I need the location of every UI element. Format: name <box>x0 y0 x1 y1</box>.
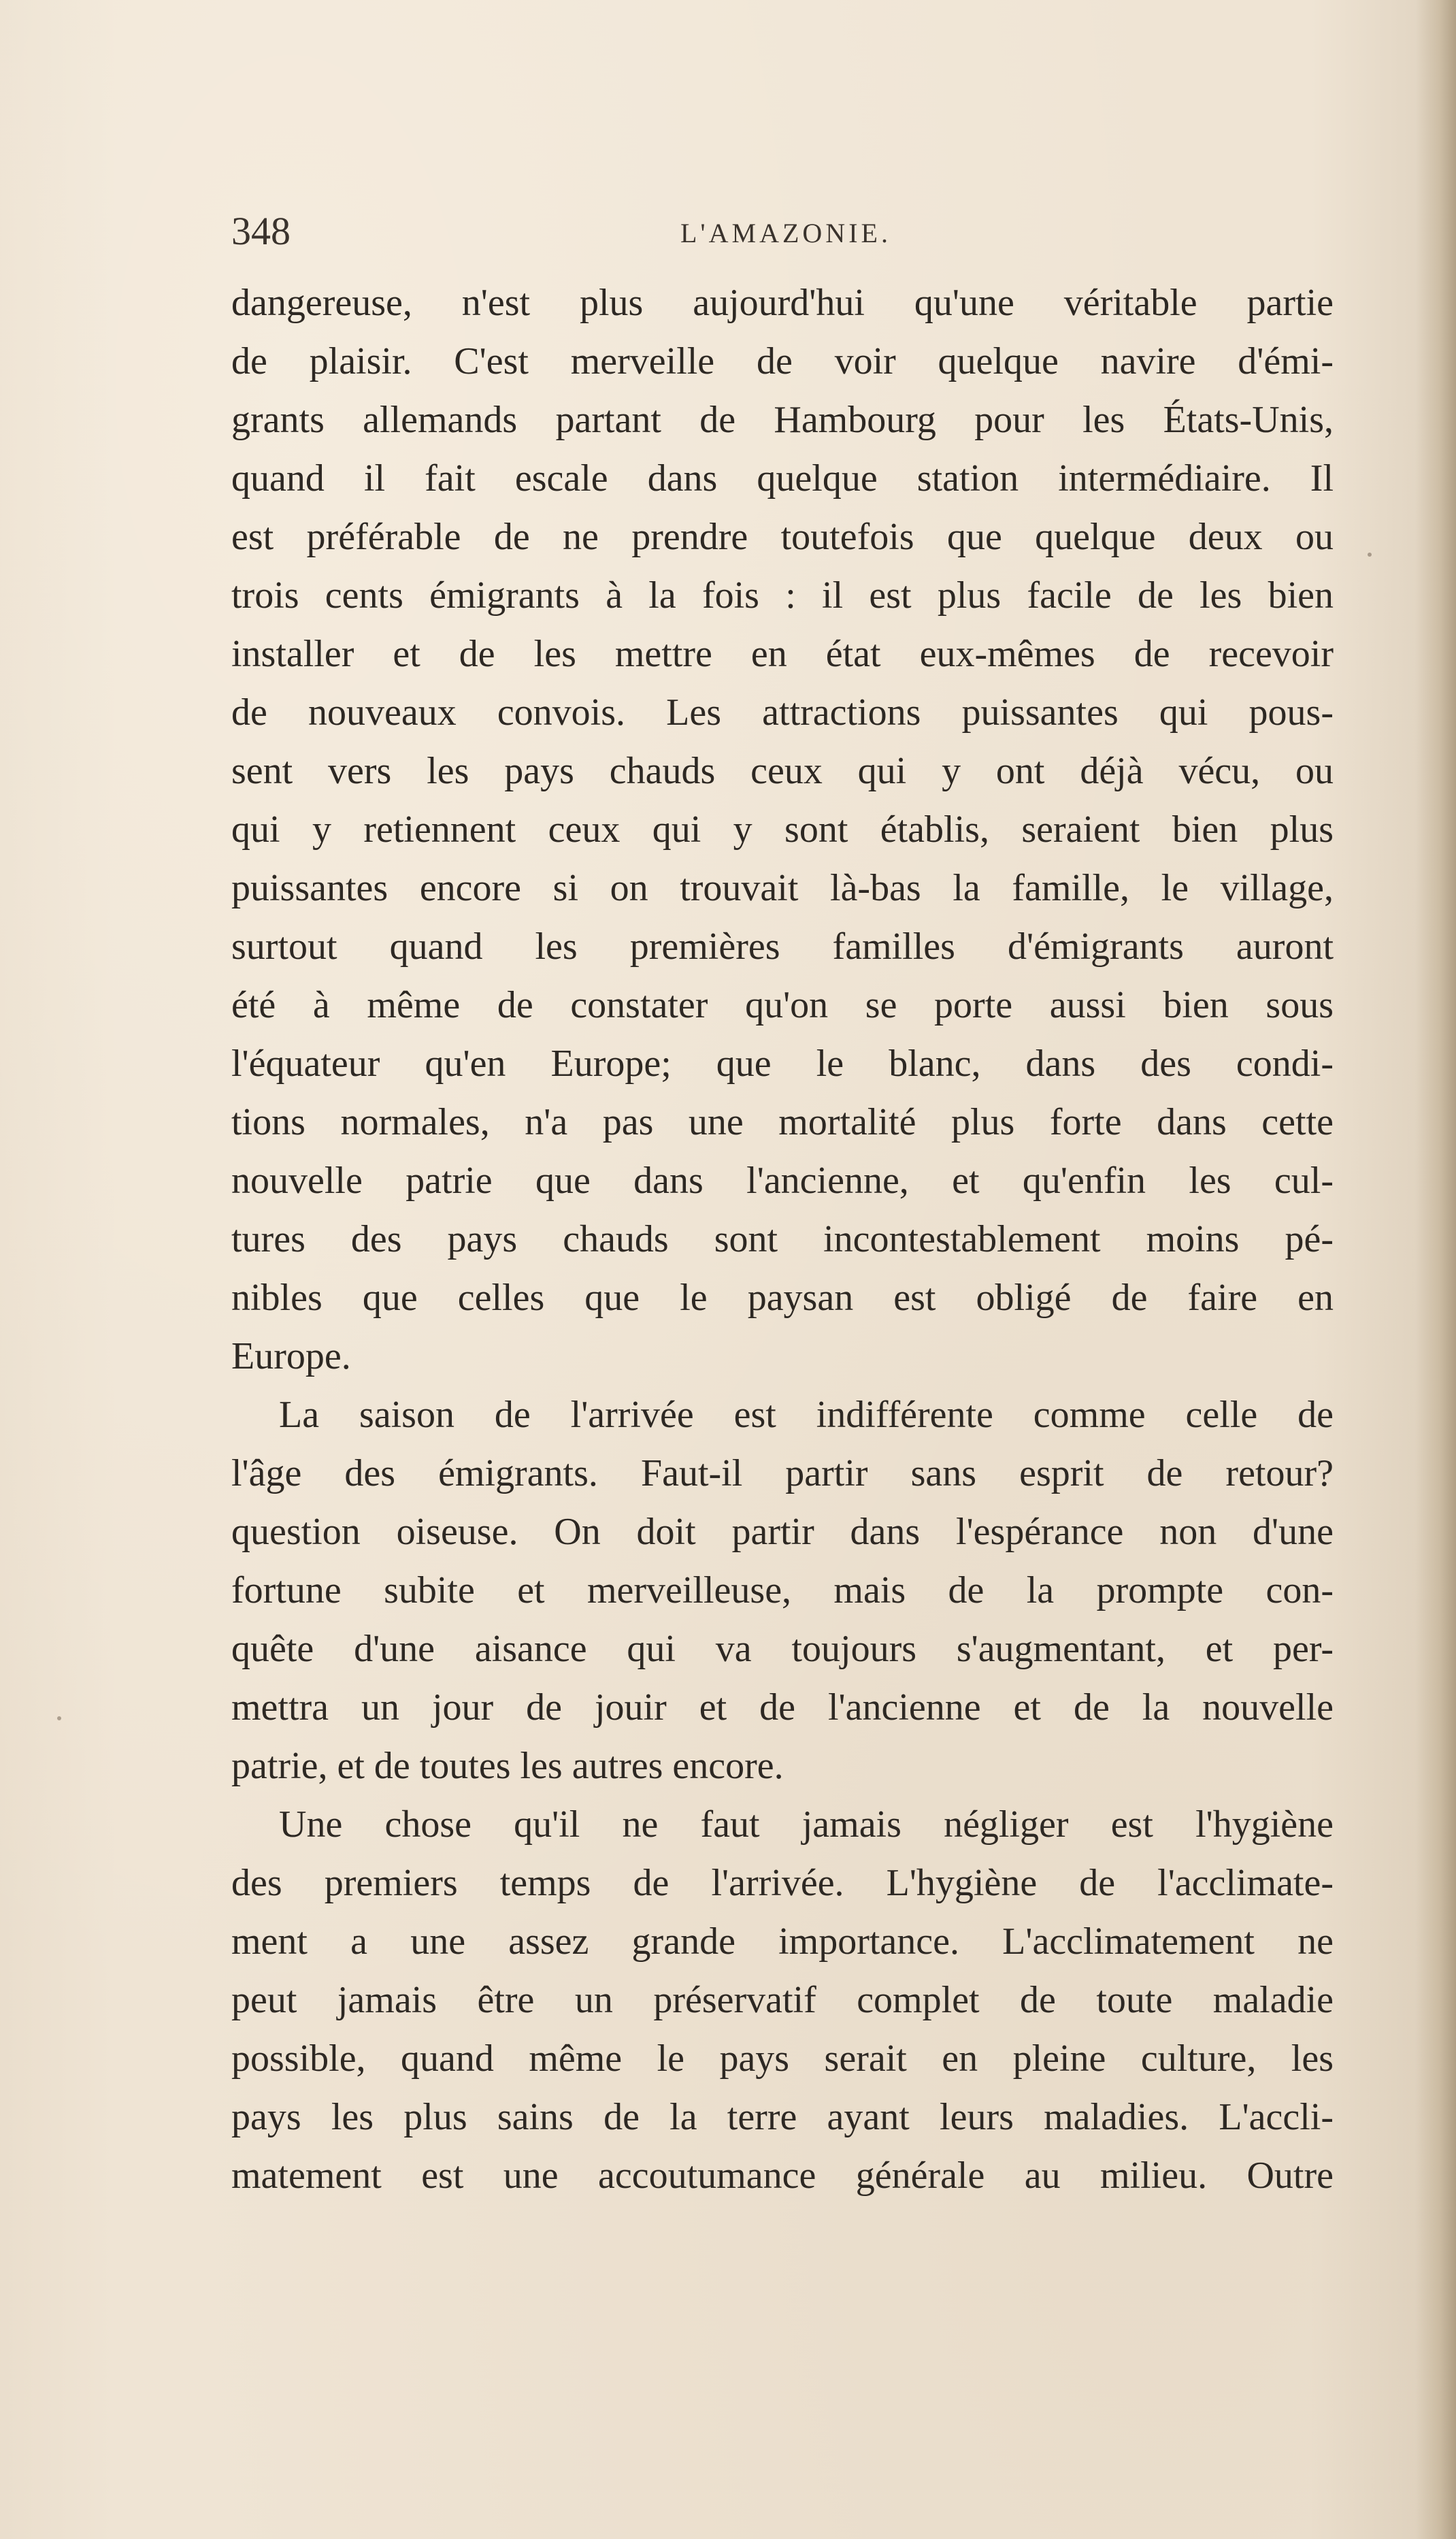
text-line: qui y retiennent ceux qui y sont établis, seraient bien plus <box>231 808 1334 851</box>
text-line: ment a une assez grande importance. L'acclimatement ne <box>231 1920 1334 1963</box>
text-line: nibles que celles que le paysan est obligé de faire en <box>231 1277 1334 1319</box>
text-line: Une chose qu'il ne faut jamais négliger est l'hygiène <box>279 1803 1334 1846</box>
text-line: sent vers les pays chauds ceux qui y ont déjà vécu, ou <box>231 750 1334 792</box>
text-line: trois cents émigrants à la fois : il est plus facile de les bien <box>231 574 1334 617</box>
text-line: dangereuse, n'est plus aujourd'hui qu'une véritable partie <box>231 282 1334 324</box>
text-line: installer et de les mettre en état eux-mêmes de recevoir <box>231 633 1334 675</box>
text-line: grants allemands partant de Hambourg pour les États-Unis, <box>231 399 1334 441</box>
paper-speck <box>57 1716 61 1720</box>
text-line: possible, quand même le pays serait en pleine culture, les <box>231 2037 1334 2080</box>
text-line: des premiers temps de l'arrivée. L'hygiène de l'acclimate- <box>231 1862 1334 1904</box>
text-line: mettra un jour de jouir et de l'ancienne et de la nouvelle <box>231 1686 1334 1729</box>
page-number: 348 <box>231 209 291 253</box>
text-line: pays les plus sains de la terre ayant leurs maladies. L'accli- <box>231 2096 1334 2138</box>
text-line: puissantes encore si on trouvait là-bas la famille, le village, <box>231 867 1334 909</box>
text-line: est préférable de ne prendre toutefois que quelque deux ou <box>231 516 1334 558</box>
body-text <box>231 274 1334 2205</box>
text-line: été à même de constater qu'on se porte aussi bien sous <box>231 984 1334 1026</box>
text-line: surtout quand les premières familles d'émigrants auront <box>231 925 1334 968</box>
text-line: matement est une accoutumance générale au milieu. Outre <box>231 2155 1334 2197</box>
text-line: nouvelle patrie que dans l'ancienne, et qu'enfin les cul- <box>231 1160 1334 1202</box>
text-line: peut jamais être un préservatif complet de toute maladie <box>231 1979 1334 2021</box>
text-line: l'équateur qu'en Europe; que le blanc, dans des condi- <box>231 1043 1334 1085</box>
text-line: de nouveaux convois. Les attractions puissantes qui pous- <box>231 691 1334 734</box>
text-line: tions normales, n'a pas une mortalité plus forte dans cette <box>231 1101 1334 1143</box>
text-line: question oiseuse. On doit partir dans l'espérance non d'une <box>231 1511 1334 1553</box>
running-head <box>231 204 1334 259</box>
text-line: fortune subite et merveilleuse, mais de la prompte con- <box>231 1569 1334 1611</box>
text-line: Europe. <box>231 1335 351 1377</box>
text-line: de plaisir. C'est merveille de voir quelque navire d'émi- <box>231 340 1334 382</box>
running-title: L'AMAZONIE. <box>680 218 891 248</box>
text-line: quand il fait escale dans quelque station intermédiaire. Il <box>231 457 1334 499</box>
page-edge-shadow <box>1415 0 1456 2539</box>
paper-speck <box>1368 553 1372 557</box>
text-line: patrie, et de toutes les autres encore. <box>231 1745 784 1787</box>
text-line: l'âge des émigrants. Faut-il partir sans esprit de retour? <box>231 1452 1334 1494</box>
text-line: quête d'une aisance qui va toujours s'augmentant, et per- <box>231 1628 1334 1670</box>
text-line: tures des pays chauds sont incontestablement moins pé- <box>231 1218 1334 1260</box>
text-line: La saison de l'arrivée est indifférente comme celle de <box>279 1394 1334 1436</box>
